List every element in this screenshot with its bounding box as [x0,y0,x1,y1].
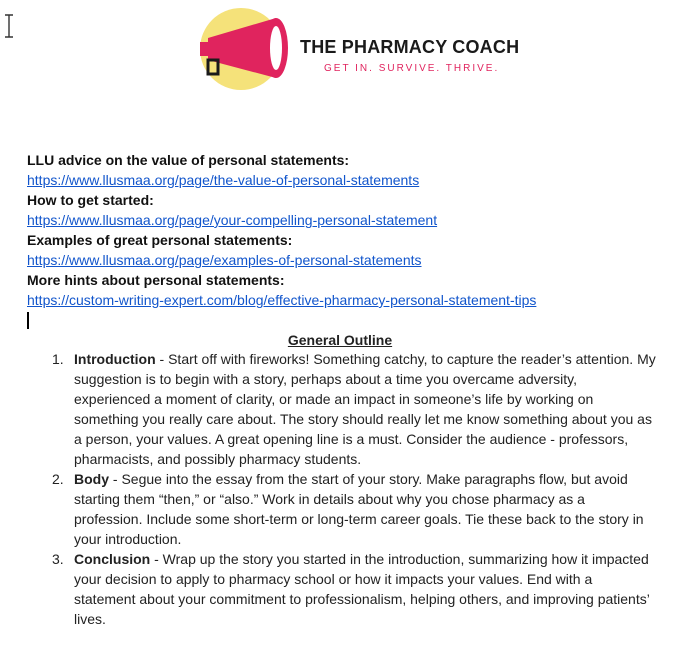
resource-heading: How to get started: [27,192,154,208]
resource-link[interactable]: https://www.llusmaa.org/page/your-compelling-personal-statement [27,212,438,228]
resource-link[interactable]: https://www.llusmaa.org/page/examples-of-personal-statements [27,252,422,268]
item-text: - Wrap up the story you started in the introduction, summarizing how it impacted your decision to apply to pharmacy school or how it impacts your values. End with a statement about your commitment to professionalism, helping others, and improving patients’ lives. [74,551,650,627]
item-term: Body [74,471,109,487]
list-item [24,349,656,469]
logo-tagline: GET IN. SURVIVE. THRIVE. [324,63,500,74]
item-text: - Segue into the essay from the start of your story. Make paragraphs flow, but avoid starting them “then,” or “also.” Work in details about why you chose pharmacy as a profession. Include some short-term or long-term career goals. Tie these back to the story in your introduction. [74,471,644,547]
resource-link[interactable]: https://www.llusmaa.org/page/the-value-of-personal-statements [27,172,420,188]
megaphone-icon [192,16,292,80]
resource-heading: Examples of great personal statements: [27,232,293,248]
list-item [24,469,656,549]
item-term: Conclusion [74,551,151,567]
item-text: - Start off with fireworks! Something catchy, to capture the reader’s attention. My suggestion is to begin with a story, perhaps about a time you overcame adversity, experienced a moment of clarity, or made an impact in someone’s life by working on something you really care about. The story should really let me know something about you as a person, your values. A great opening line is a must. Consider the audience - professors, pharmacists, and possibly pharmacy students. [74,351,656,467]
resource-link[interactable]: https://custom-writing-expert.com/blog/effective-pharmacy-personal-statement-tips [27,292,537,308]
list-number: 1. [52,351,64,367]
resource-heading: More hints about personal statements: [27,272,285,288]
outline-title: General Outline [287,332,393,348]
logo-title: THE PHARMACY COACH [300,37,520,57]
resource-heading: LLU advice on the value of personal statements: [27,152,350,168]
text-caret [27,312,29,329]
text-cursor-icon [3,14,15,38]
pharmacy-coach-logo [192,8,532,92]
outline-list [24,349,656,629]
list-number: 3. [52,551,64,567]
resource-links [27,150,667,310]
list-number: 2. [52,471,64,487]
list-item [24,549,656,629]
item-term: Introduction [74,351,156,367]
